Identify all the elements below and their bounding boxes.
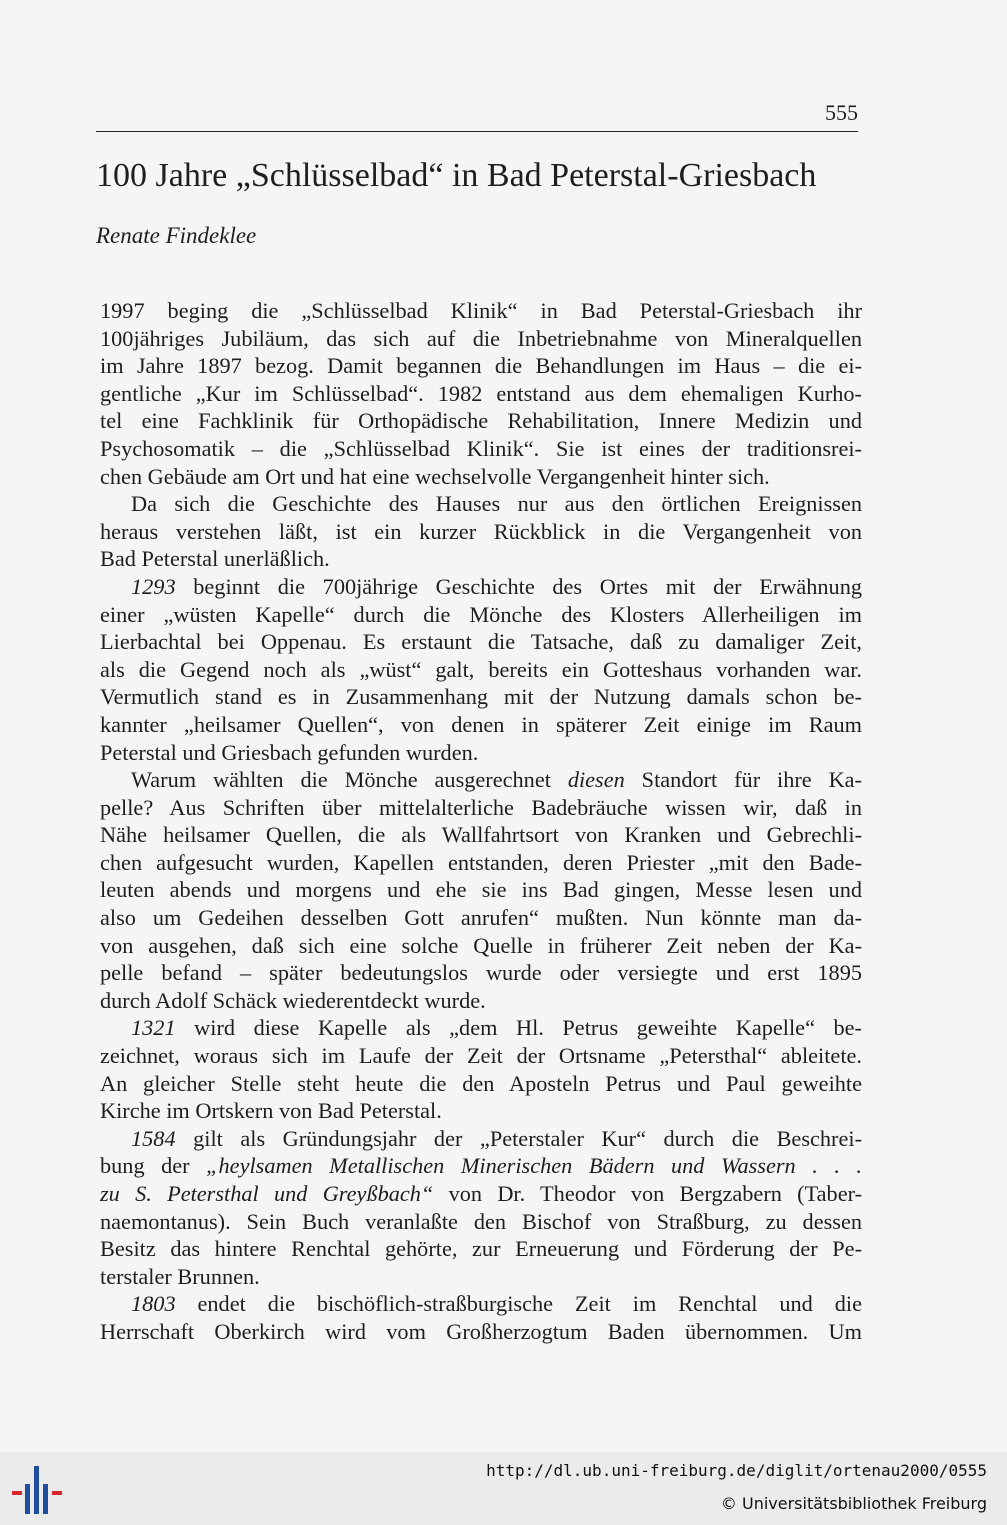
ub-freiburg-logo-icon [12, 1464, 64, 1516]
text-fragment: Warum wählten die Mönche ausgerechnet [131, 767, 568, 793]
text-line: also um Gedeihen desselben Gott anrufen“ mußten. Nun könnte man da- [100, 905, 862, 931]
article-body [100, 297, 862, 1346]
footer-bar [0, 1452, 1007, 1525]
paragraph-4 [100, 766, 862, 1014]
article-author: Renate Findeklee [96, 223, 257, 248]
text-line [100, 1180, 862, 1208]
text-line: gentliche „Kur im Schlüsselbad“. 1982 entstand aus dem ehemaligen Kurho- [100, 380, 862, 406]
text-line: leuten abends und morgens und ehe sie ins Bad gingen, Messe lesen und [100, 877, 862, 903]
text-fragment: bung der [100, 1153, 207, 1179]
text-line: Kirche im Ortskern von Bad Peterstal. [100, 1098, 442, 1124]
text-fragment: gilt als Gründungsjahr der „Peterstaler Kur“ durch die Beschrei- [175, 1125, 862, 1151]
text-line: terstaler Brunnen. [100, 1263, 260, 1289]
text-line [100, 766, 862, 794]
text-line: chen Gebäude am Ort und hat eine wechselvolle Vergangenheit hinter sich. [100, 463, 770, 489]
footer-copyright: © Universitätsbibliothek Freiburg [720, 1494, 987, 1513]
article-title: 100 Jahre „Schlüsselbad“ in Bad Peterstal-Griesbach [96, 157, 817, 194]
text-line [100, 1152, 862, 1180]
text-fragment: endet die bischöflich-straßburgische Zeit im Renchtal und die [175, 1291, 862, 1317]
text-line: zeichnet, woraus sich im Laufe der Zeit der Ortsname „Petersthal“ ableitete. [100, 1043, 862, 1069]
text-line: An gleicher Stelle steht heute die den Aposteln Petrus und Paul geweihte [100, 1070, 862, 1096]
text-line: kannter „heilsamer Quellen“, von denen in späterer Zeit einige im Raum [100, 711, 862, 737]
year-1293: 1293 [131, 573, 176, 599]
text-line: als die Gegend noch als „wüst“ galt, bereits ein Gotteshaus vorhanden war. [100, 656, 862, 682]
paragraph-6 [100, 1125, 862, 1291]
text-line: einer „wüsten Kapelle“ durch die Mönche des Klosters Allerheiligen im [100, 601, 862, 627]
text-fragment: von Dr. Theodor von Bergzabern (Taber- [433, 1181, 862, 1206]
text-line: Vermutlich stand es in Zusammenhang mit der Nutzung damals schon be- [100, 684, 862, 710]
text-line: Lierbachtal bei Oppenau. Es erstaunt die Tatsache, daß zu damaliger Zeit, [100, 629, 862, 655]
text-line [100, 573, 862, 601]
text-line: naemontanus). Sein Buch veranlaßte den Bischof von Straßburg, zu dessen [100, 1208, 862, 1234]
text-fragment: beginnt die 700jährige Geschichte des Ortes mit der Erwähnung [175, 573, 862, 599]
book-title: „heylsamen Metallischen Minerischen Bädern und Wassern . . . [206, 1153, 863, 1179]
paragraph-7 [100, 1290, 862, 1345]
text-line: durch Adolf Schäck wiederentdeckt wurde. [100, 987, 486, 1013]
text-line [100, 1014, 862, 1042]
text-fragment: wird diese Kapelle als „dem Hl. Petrus geweihte Kapelle“ be- [175, 1015, 862, 1041]
header-rule [96, 131, 858, 132]
paragraph-2 [100, 490, 862, 573]
paragraph-3 [100, 573, 862, 766]
text-line: Da sich die Geschichte des Hauses nur aus den örtlichen Ereignissen [131, 491, 862, 517]
text-line [100, 1290, 862, 1318]
text-line: im Jahre 1897 bezog. Damit begannen die Behandlungen im Haus – die ei- [100, 353, 862, 379]
text-line: Herrschaft Oberkirch wird vom Großherzogtum Baden übernommen. Um [100, 1318, 862, 1344]
text-line: Psychosomatik – die „Schlüsselbad Klinik“. Sie ist eines der traditionsrei- [100, 435, 862, 461]
text-line: pelle? Aus Schriften über mittelalterliche Badebräuche wissen wir, daß in [100, 794, 862, 820]
text-fragment: Standort für ihre Ka- [624, 767, 862, 793]
year-1584: 1584 [131, 1125, 176, 1151]
page-number: 555 [825, 100, 858, 125]
footer-url-link[interactable]: http://dl.ub.uni-freiburg.de/diglit/ortenau2000/0555 [486, 1461, 987, 1480]
text-line: 100jähriges Jubiläum, das sich auf die Inbetriebnahme von Mineralquellen [100, 325, 862, 351]
emphasis: diesen [567, 767, 625, 793]
text-line: chen aufgesucht wurden, Kapellen entstanden, deren Priester „mit den Bade- [100, 849, 862, 875]
paragraph-1 [100, 297, 862, 490]
text-line: heraus verstehen läßt, ist ein kurzer Rückblick in die Vergangenheit von [100, 518, 862, 544]
paragraph-5 [100, 1014, 862, 1124]
text-line: tel eine Fachklinik für Orthopädische Rehabilitation, Innere Medizin und [100, 408, 862, 434]
text-line: Besitz das hintere Renchtal gehörte, zur Erneuerung und Förderung der Pe- [100, 1236, 862, 1262]
text-line: pelle befand – später bedeutungslos wurde oder versiegte und erst 1895 [100, 960, 862, 986]
text-line [100, 1125, 862, 1153]
book-title: zu S. Petersthal und Greyßbach“ [100, 1181, 434, 1206]
text-line: von ausgehen, daß sich eine solche Quelle in früherer Zeit neben der Ka- [100, 932, 862, 958]
text-line: Peterstal und Griesbach gefunden wurden. [100, 739, 479, 765]
text-line: Nähe heilsamer Quellen, die als Wallfahrtsort von Kranken und Gebrechli- [100, 822, 862, 848]
text-line: Bad Peterstal unerläßlich. [100, 546, 330, 572]
year-1803: 1803 [131, 1291, 176, 1317]
text-line: 1997 beging die „Schlüsselbad Klinik“ in Bad Peterstal-Griesbach ihr [100, 298, 862, 323]
year-1321: 1321 [131, 1015, 176, 1041]
